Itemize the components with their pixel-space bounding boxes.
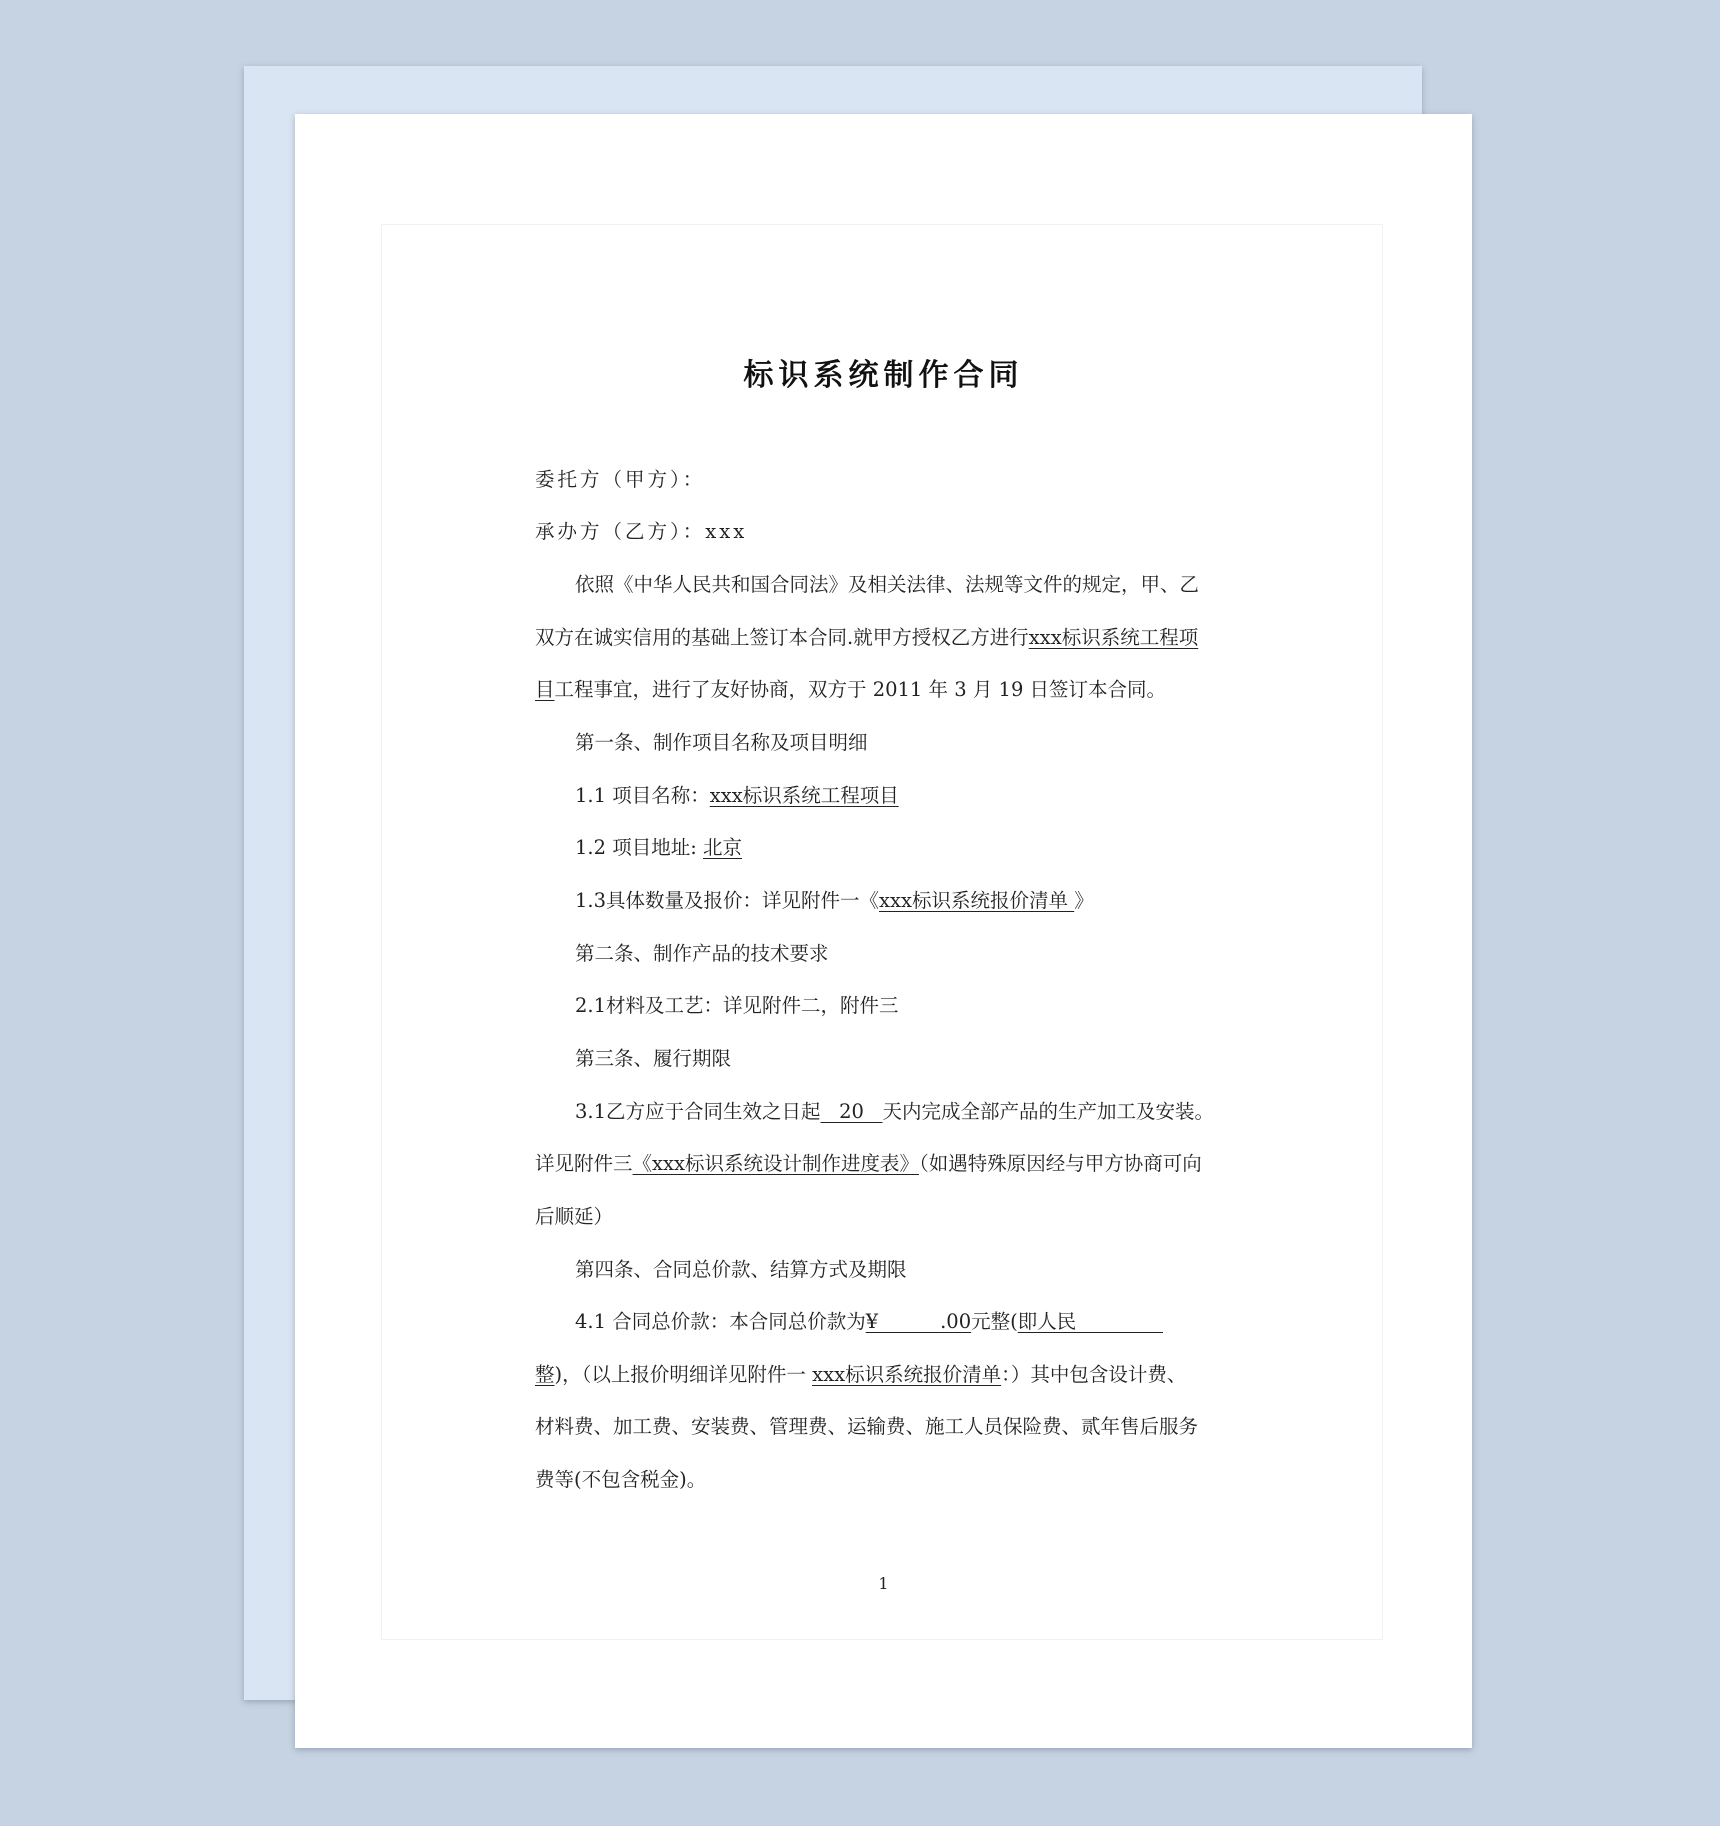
article-2-heading: 第二条、制作产品的技术要求 (575, 942, 829, 965)
schedule-doc-name: 《xxx标识系统设计制作进度表》 (632, 1152, 920, 1175)
intro-line-2-text: 双方在诚实信用的基础上签订本合同.就甲方授权乙方进行 (535, 626, 1029, 649)
article-4-line-3: 材料费、加工费、安装费、管理费、运输费、施工人员保险费、贰年售后服务 (535, 1415, 1199, 1438)
article-3-heading: 第三条、履行期限 (575, 1047, 732, 1070)
article-3-line-2 (535, 1148, 1202, 1176)
item-value: 北京 (702, 836, 742, 859)
article-4-heading: 第四条、合同总价款、结算方式及期限 (575, 1258, 907, 1281)
party-b-line: 承办方（乙方）：xxx (535, 520, 748, 543)
amount-in-words-end: 整 (535, 1363, 555, 1386)
article-1-item-1 (575, 780, 899, 808)
item-text: 元整( (971, 1310, 1018, 1333)
item-end: 》 (1074, 889, 1094, 912)
article-4-line-4: 费等(不包含税金)。 (535, 1468, 707, 1491)
party-a-line: 委托方（甲方）： (535, 468, 706, 491)
project-name-underlined: xxx标识系统工程项 (1028, 626, 1199, 649)
article-2-item-1: 2.1材料及工艺：详见附件二，附件三 (575, 994, 899, 1017)
article-1-item-3 (575, 885, 1094, 913)
days-value: 20 (820, 1100, 883, 1123)
article-1-item-2 (575, 832, 742, 860)
intro-line-1: 依照《中华人民共和国合同法》及相关法律、法规等文件的规定，甲、乙 (575, 573, 1200, 596)
item-text: 详见附件三 (535, 1152, 633, 1175)
item-label: 1.2 项目地址: (575, 836, 703, 859)
item-label: 1.3具体数量及报价：详见附件一《 (575, 889, 880, 912)
item-text: 3.1乙方应于合同生效之日起 (575, 1100, 821, 1123)
item-value: xxx标识系统工程项目 (709, 784, 899, 807)
item-text: 4.1 合同总价款：本合同总价款为 (575, 1310, 866, 1333)
project-name-underlined-end: 目 (535, 678, 555, 701)
page-number: 1 (878, 1574, 889, 1593)
article-4-line-2 (535, 1359, 1186, 1387)
article-3-item-1 (575, 1096, 1214, 1124)
amount-in-words: 即人民 (1017, 1310, 1164, 1333)
document-title: 标识系统制作合同 (743, 358, 1024, 393)
article-3-line-3: 后顺延） (535, 1205, 614, 1228)
document-page (295, 114, 1472, 1748)
item-text: （如遇特殊原因经与甲方协商可向 (919, 1152, 1202, 1175)
item-label: 1.1 项目名称： (575, 784, 710, 807)
article-4-item-1 (575, 1306, 1163, 1334)
article-1-heading: 第一条、制作项目名称及项目明细 (575, 731, 868, 754)
item-value: xxx标识系统报价清单 (879, 889, 1075, 912)
total-amount: ¥ .00 (865, 1310, 972, 1333)
intro-line-2 (535, 622, 1198, 650)
quote-list-name: xxx标识系统报价清单 (812, 1363, 1002, 1386)
item-text: 天内完成全部产品的生产加工及安装。 (882, 1100, 1215, 1123)
intro-line-3-text: 工程事宜，进行了友好协商，双方于 2011 年 3 月 19 日签订本合同。 (554, 678, 1167, 701)
item-text: )，（以上报价明细详见附件一 (554, 1363, 813, 1386)
intro-line-3 (535, 674, 1166, 702)
item-text: ：）其中包含设计费、 (1001, 1363, 1187, 1386)
